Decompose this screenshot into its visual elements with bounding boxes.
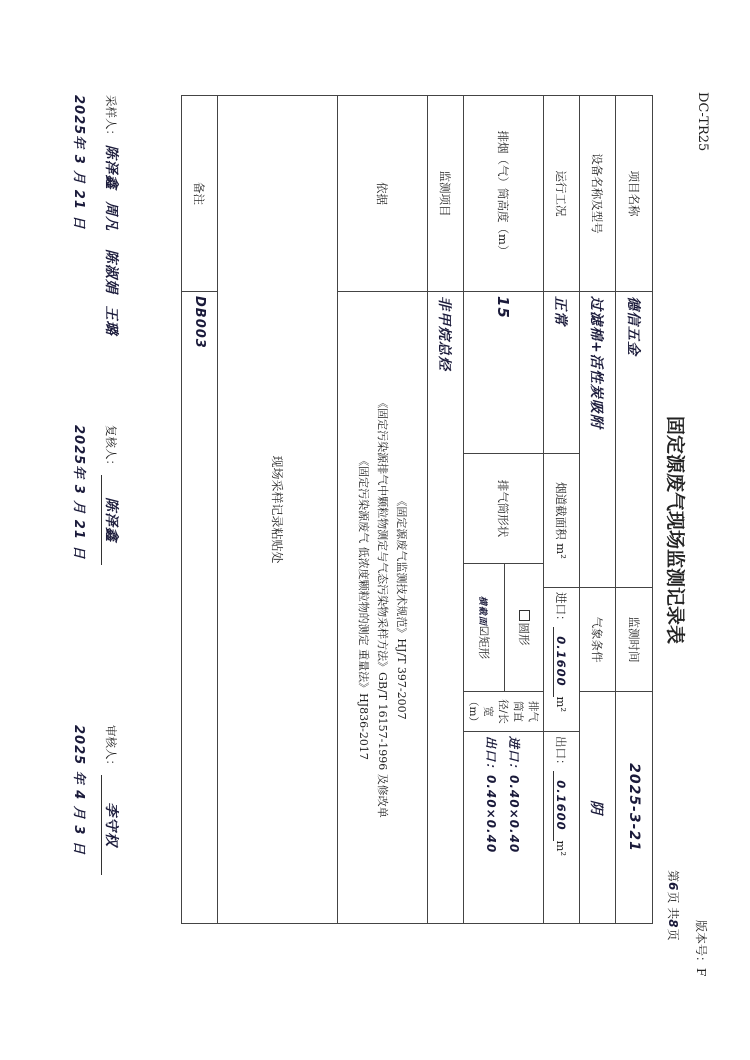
- outlet-unit: m²: [554, 840, 569, 857]
- value-project-name: 德信五金: [616, 292, 653, 588]
- sample-attach-area: 现场采样记录粘贴处: [218, 96, 338, 924]
- checkmark-icon: ☑: [477, 625, 491, 637]
- shape-mark: 横截面: [477, 595, 487, 626]
- inlet-unit: m²: [554, 696, 569, 713]
- approver-signature: 李守权: [101, 775, 122, 875]
- table-row: [544, 96, 580, 924]
- label-operation: 运行工况: [544, 96, 580, 292]
- shape-rect-label: 矩形: [477, 636, 491, 660]
- value-weather: 阴: [580, 692, 616, 924]
- sample-date: 2025年 3 月 21 日: [71, 95, 86, 230]
- shape-option-round: [504, 564, 543, 691]
- flue-area-outlet: [544, 732, 580, 924]
- label-project-name: 项目名称: [616, 96, 653, 292]
- form-title: 固定源废气现场监测记录表: [664, 415, 686, 644]
- sampler-signature: 陈泽鑫: [103, 144, 119, 190]
- page-total: 8: [666, 919, 680, 929]
- table-row: [218, 96, 338, 924]
- basis-line: 《固定源废气监测技术规范》HJ/T 397-2007: [395, 495, 408, 720]
- label-basis: 依据: [338, 96, 428, 292]
- approve-date: 2025 年 4 月 3 日: [71, 725, 86, 855]
- review-date: 2025年 3 月 21 日: [71, 425, 86, 560]
- sampler-signature: 王璐: [103, 305, 119, 336]
- sampler-signature: 周凡: [103, 201, 119, 232]
- label-remarks: 备注: [182, 96, 218, 292]
- outlet-label: 出口：: [554, 736, 569, 771]
- reviewer-label: 复核人：: [104, 425, 118, 471]
- approver-label: 审核人：: [104, 725, 118, 771]
- sampler-signature: 陈淑娟: [103, 248, 119, 294]
- round-checkbox-icon: [519, 610, 530, 621]
- label-flue-area: 烟道截面积 m²: [544, 454, 580, 588]
- stack-size-values: [464, 732, 544, 924]
- record-table: [181, 95, 653, 924]
- value-monitor-time: 2025-3-21: [616, 692, 653, 924]
- label-monitor-items: 监测项目: [428, 96, 464, 292]
- flue-area-inlet: [544, 588, 580, 732]
- table-row: [182, 96, 218, 924]
- stack-size-inlet: 进口：0.40×0.40: [507, 736, 522, 854]
- label-stack-shape: 排气筒形状: [464, 454, 544, 564]
- basis-line: 《固定污染源排气中颗粒物测定与气态污染物采样方法》GB/T 16157-1996 及修改单: [376, 397, 389, 818]
- value-monitor-items: 非甲烷总烃: [428, 292, 464, 924]
- reviewer-block: [101, 425, 122, 565]
- approver-block: [101, 725, 122, 875]
- inlet-area-value: 0.1600: [554, 627, 569, 697]
- sampler-block: [102, 95, 122, 336]
- basis-lines: [338, 292, 428, 924]
- shape-round-label: 圆形: [517, 622, 531, 646]
- value-stack-height: 15: [464, 292, 544, 454]
- page-prefix: 第: [666, 870, 680, 883]
- page-mid: 页 共: [666, 891, 680, 920]
- sampler-label: 采样人：: [104, 95, 118, 141]
- version-number: 版本号：F: [694, 920, 708, 977]
- label-monitor-time: 监测时间: [616, 588, 653, 692]
- stack-size-outlet: 出口：0.40×0.40: [484, 736, 499, 854]
- table-row: [464, 96, 544, 924]
- reviewer-signature: 陈泽鑫: [101, 475, 122, 565]
- table-row: [338, 96, 428, 924]
- value-operation: 正常: [544, 292, 580, 454]
- label-stack-size: 排气筒直径/长宽（m）: [464, 692, 544, 732]
- table-row: [616, 96, 653, 924]
- label-equipment: 设备名称及型号: [580, 96, 616, 292]
- document-code: DC-TR25: [695, 92, 710, 152]
- label-weather: 气象条件: [580, 588, 616, 692]
- stack-shape-options: [464, 564, 544, 692]
- table-row: [580, 96, 616, 924]
- value-equipment: 过滤棉+活性炭吸附: [580, 292, 616, 588]
- label-stack-height: 排烟（气）筒高度（m）: [464, 96, 544, 292]
- value-remarks: DB003: [182, 292, 218, 924]
- table-row: [428, 96, 464, 924]
- page-suffix: 页: [666, 928, 680, 941]
- basis-line: 《固定污染源废气 低浓度颗粒物的测定 重量法》HJ836-2017: [357, 455, 370, 760]
- shape-option-rect: [464, 564, 504, 691]
- page-current: 6: [666, 882, 680, 892]
- outlet-area-value: 0.1600: [554, 771, 569, 841]
- inlet-label: 进口：: [554, 592, 569, 627]
